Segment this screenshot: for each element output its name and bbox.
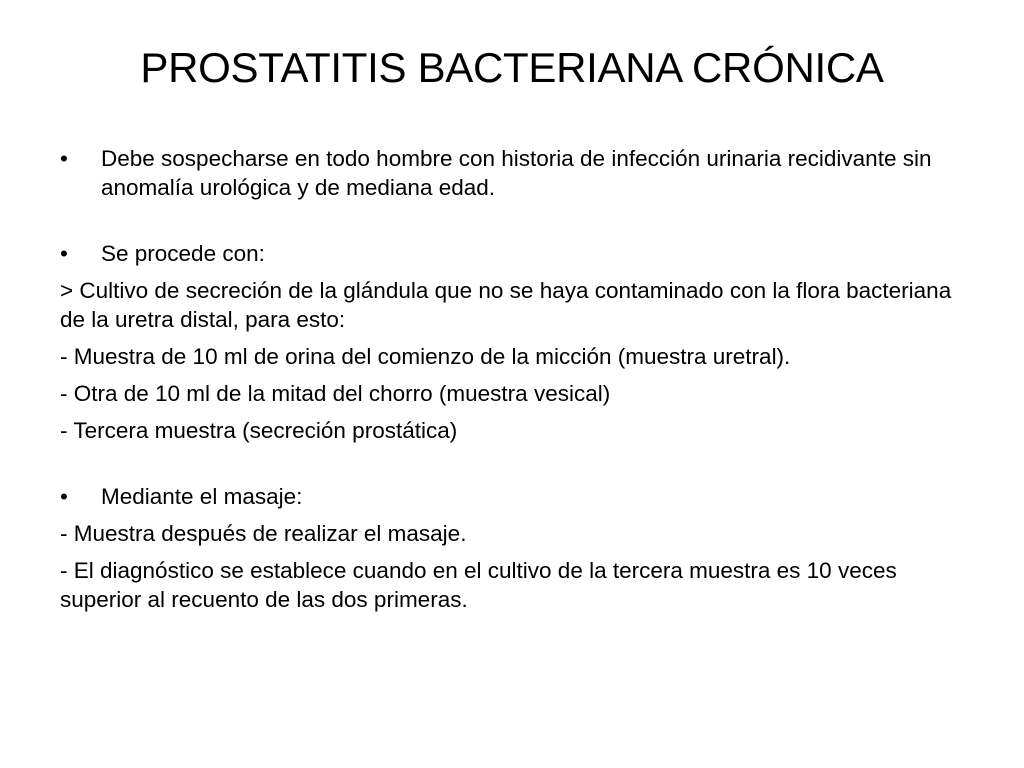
bullet-item [60, 144, 970, 202]
paragraph: - Otra de 10 ml de la mitad del chorro (muestra vesical) [60, 381, 611, 406]
paragraph: - Tercera muestra (secreción prostática) [60, 418, 458, 443]
bullet-text: Se procede con: [101, 241, 265, 266]
paragraph: - Muestra después de realizar el masaje. [60, 521, 467, 546]
slide-title: PROSTATITIS BACTERIANA CRÓNICA [140, 44, 884, 91]
bullet-item [60, 239, 970, 268]
paragraph: - Muestra de 10 ml de orina del comienzo de la micción (muestra uretral). [60, 344, 791, 369]
paragraph: > Cultivo de secreción de la glándula que no se haya contaminado con la flora bacteriana de la uretra distal, para esto: [60, 278, 952, 332]
bullet-text: Debe sospecharse en todo hombre con historia de infección urinaria recidivante sin anomalía urológica y de mediana edad. [101, 146, 932, 200]
bullet-text: Mediante el masaje: [101, 484, 303, 509]
bullet-icon: • [60, 484, 68, 509]
paragraph: - El diagnóstico se establece cuando en el cultivo de la tercera muestra es 10 veces superior al recuento de las dos primeras. [60, 558, 897, 612]
slide-body [60, 144, 970, 614]
bullet-icon: • [60, 241, 68, 266]
bullet-item [60, 482, 970, 511]
bullet-icon: • [60, 146, 68, 171]
